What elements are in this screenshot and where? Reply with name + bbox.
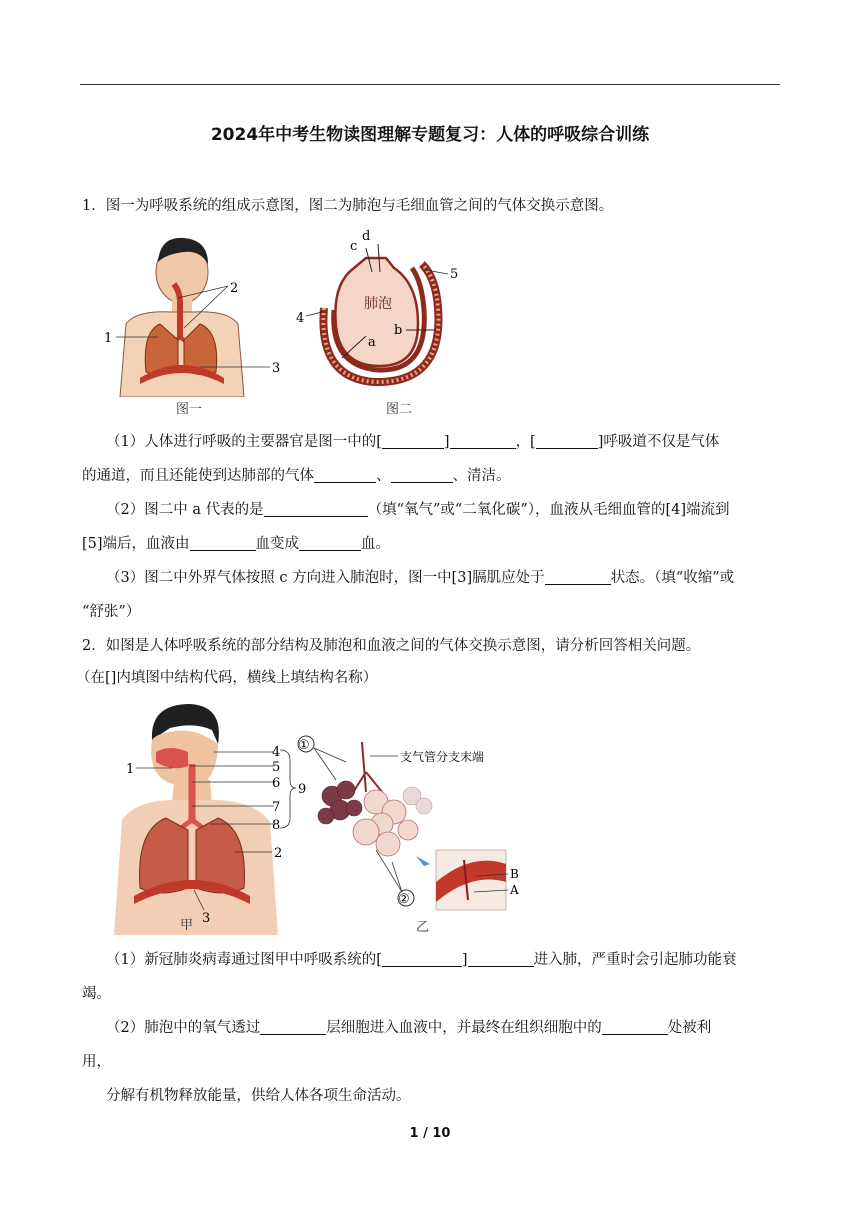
fig2-label-4: 4 [296, 311, 305, 326]
jia-label-3: 3 [202, 911, 211, 926]
q2-stem: 2．如图是人体呼吸系统的部分结构及肺泡和血液之间的气体交换示意图，请分析回答相关问题。 [82, 638, 701, 654]
q2-blank-2[interactable] [468, 950, 534, 967]
jia-label-8: 8 [272, 818, 281, 833]
yi-caption: 乙 [416, 920, 430, 935]
q2-blank-3[interactable] [260, 1018, 326, 1035]
q1-blank-3[interactable] [536, 432, 598, 449]
fig2-label-d: d [362, 229, 371, 244]
figure-respiratory-system [100, 232, 290, 397]
q1-part3-line2: “舒张”） [82, 604, 141, 620]
page-title: 2024年中考生物读图理解专题复习：人体的呼吸综合训练 [210, 125, 650, 145]
fig2-label-c: c [350, 239, 358, 254]
q1-part1-line1: （1）人体进行呼吸的主要器官是图一中的[ ] ，[ ]呼吸道不仅是气体 [106, 434, 720, 450]
figure-yi-alveoli [296, 732, 526, 928]
jia-label-1: 1 [126, 762, 135, 777]
q1-blank-7[interactable] [190, 534, 256, 551]
header-rule [80, 84, 780, 85]
jia-label-5: 5 [272, 760, 281, 775]
q1-blank-4[interactable] [314, 466, 376, 483]
q2-part1-line2: 竭。 [82, 986, 111, 1002]
fig1-label-1: 1 [104, 331, 113, 346]
q1-blank-2[interactable] [450, 432, 516, 449]
q1-blank-9[interactable] [545, 568, 611, 585]
fig1-caption: 图一 [176, 402, 203, 417]
yi-label-A: A [510, 883, 519, 897]
q2-part2-line3: 分解有机物释放能量，供给人体各项生命活动。 [106, 1088, 411, 1104]
q2-note: （在[]内填图中结构代码，横线上填结构名称） [76, 670, 378, 686]
yi-label-circle1: ① [298, 738, 310, 753]
q1-blank-8[interactable] [299, 534, 361, 551]
q2-blank-4[interactable] [602, 1018, 668, 1035]
page-number: 1 / 10 [409, 1126, 451, 1141]
fig2-label-5: 5 [450, 267, 459, 282]
yi-label-bronchus: 支气管分支末端 [400, 750, 485, 764]
jia-label-4: 4 [272, 745, 281, 760]
q1-blank-5[interactable] [391, 466, 453, 483]
yi-label-B: B [510, 867, 519, 881]
q1-part2-line2: [5]端后，血液由 血变成 血。 [82, 536, 391, 552]
figure-jia-respiratory [114, 700, 314, 935]
q2-part2-line2: 用， [82, 1054, 111, 1070]
q1-part3-line1: （3）图二中外界气体按照 c 方向进入肺泡时，图一中[3]膈肌应处于 状态。（填“收缩”或 [106, 570, 735, 586]
q1-part2-line1: （2）图二中 a 代表的是 （填“氧气”或“二氧化碳”），血液从毛细血管的[4]端流到 [106, 502, 730, 518]
fig1-label-3: 3 [272, 361, 281, 376]
q2-blank-1[interactable] [382, 950, 462, 967]
jia-label-9: 9 [298, 782, 307, 797]
fig1-label-2: 2 [230, 281, 239, 296]
q1-stem: 1．图一为呼吸系统的组成示意图，图二为肺泡与毛细血管之间的气体交换示意图。 [82, 198, 614, 214]
fig2-label-b: b [394, 323, 403, 338]
q1-blank-6[interactable] [264, 500, 368, 517]
q1-blank-1[interactable] [382, 432, 444, 449]
jia-label-2: 2 [274, 846, 283, 861]
q2-part2-line1: （2）肺泡中的氧气透过 层细胞进入血液中，并最终在组织细胞中的 处被利 [106, 1020, 712, 1036]
q1-part1-line2: 的通道，而且还能使到达肺部的气体 、 、清洁。 [82, 468, 511, 484]
fig2-caption: 图二 [386, 402, 413, 417]
jia-caption: 甲 [180, 918, 194, 933]
fig2-label-alveolus: 肺泡 [364, 296, 392, 312]
fig2-label-a: a [368, 335, 376, 350]
jia-label-6: 6 [272, 776, 281, 791]
yi-label-circle2: ② [398, 892, 410, 907]
q2-part1-line1: （1）新冠肺炎病毒通过图甲中呼吸系统的[ ] 进入肺，严重时会引起肺功能衰 [106, 952, 737, 968]
jia-label-7: 7 [272, 800, 281, 815]
figure-alveolus-exchange [294, 228, 474, 398]
